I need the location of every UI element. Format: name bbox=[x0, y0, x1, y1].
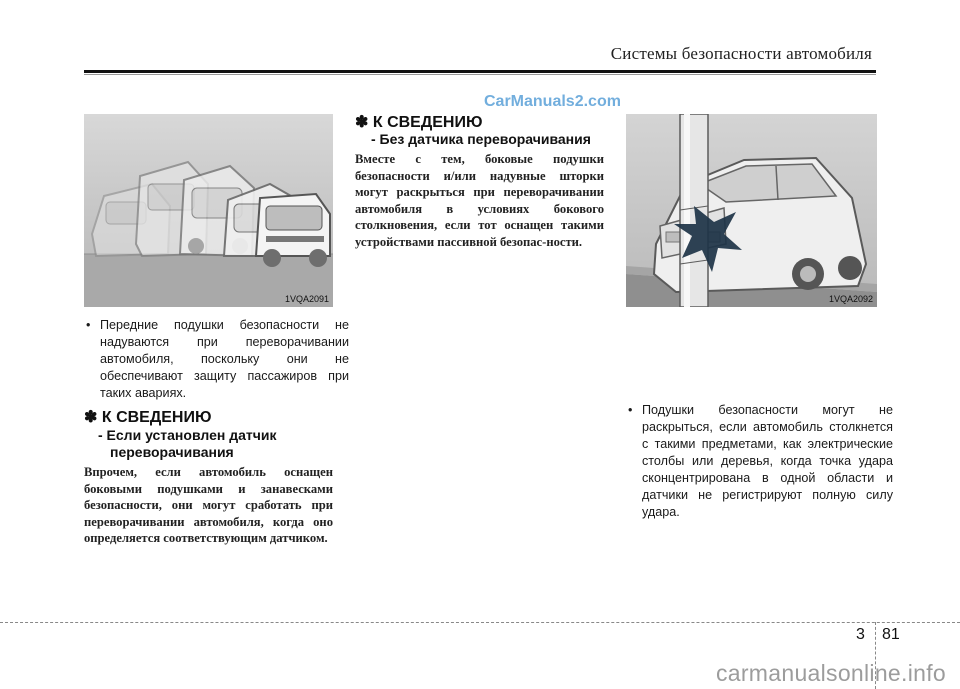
figure-code: 1VQA2091 bbox=[284, 294, 329, 304]
note-body: Вместе с тем, боковые подушки безопасности и/или надувные шторки могут раскрыться при переворачивании автомобиля в условиях бокового столкновения, если тот оснащен такими устройствами пассивной безопас-ности. bbox=[355, 152, 604, 249]
note-subtitle: - Без датчика переворачивания bbox=[371, 131, 591, 147]
asterisk-icon: ✽ bbox=[84, 409, 98, 426]
note-heading bbox=[355, 112, 604, 132]
note-title: К СВЕДЕНИЮ bbox=[101, 409, 212, 426]
header-rule-thin bbox=[84, 74, 876, 75]
watermark-bottom: carmanualsonline.info bbox=[715, 660, 946, 686]
footer-dashed-rule bbox=[0, 622, 960, 623]
note-title: К СВЕДЕНИЮ bbox=[372, 114, 483, 131]
page-number: 81 bbox=[882, 626, 900, 643]
chapter-number: 3 bbox=[856, 626, 865, 643]
note-subtitle-line2: переворачивания bbox=[110, 444, 234, 460]
asterisk-icon: ✽ bbox=[355, 114, 369, 131]
header-rule bbox=[84, 70, 876, 73]
note-body: Впрочем, если автомобиль оснащен боковыми подушками и занавесками безопасности, они могут сработать при переворачивании автомобиля, когда оно определяется соответствующим датчиком. bbox=[84, 465, 333, 546]
figure-code: 1VQA2092 bbox=[828, 294, 873, 304]
watermark-top: CarManuals2.com bbox=[484, 93, 621, 110]
note-subtitle-line1: - Если установлен датчик bbox=[98, 427, 277, 443]
rollover-illustration bbox=[84, 114, 333, 307]
chapter-title: Системы безопасности автомобиля bbox=[610, 44, 872, 63]
pole-impact-illustration bbox=[626, 114, 877, 307]
pole-impact-bullet: • Подушки безопасности могут не раскрыться, если автомобиль столкнется с такими предметами, как электрические столбы или деревья, когда точка удара сконцентрирована в одной области и датчики не регистрируют полную силу удара. bbox=[626, 402, 893, 521]
rollover-frontal-airbag-bullet: • Передние подушки безопасности не надуваются при переворачивании автомобиля, поскольку они не обеспечивают защиту пассажиров при таких авариях. bbox=[84, 317, 349, 402]
note-heading bbox=[84, 407, 333, 427]
